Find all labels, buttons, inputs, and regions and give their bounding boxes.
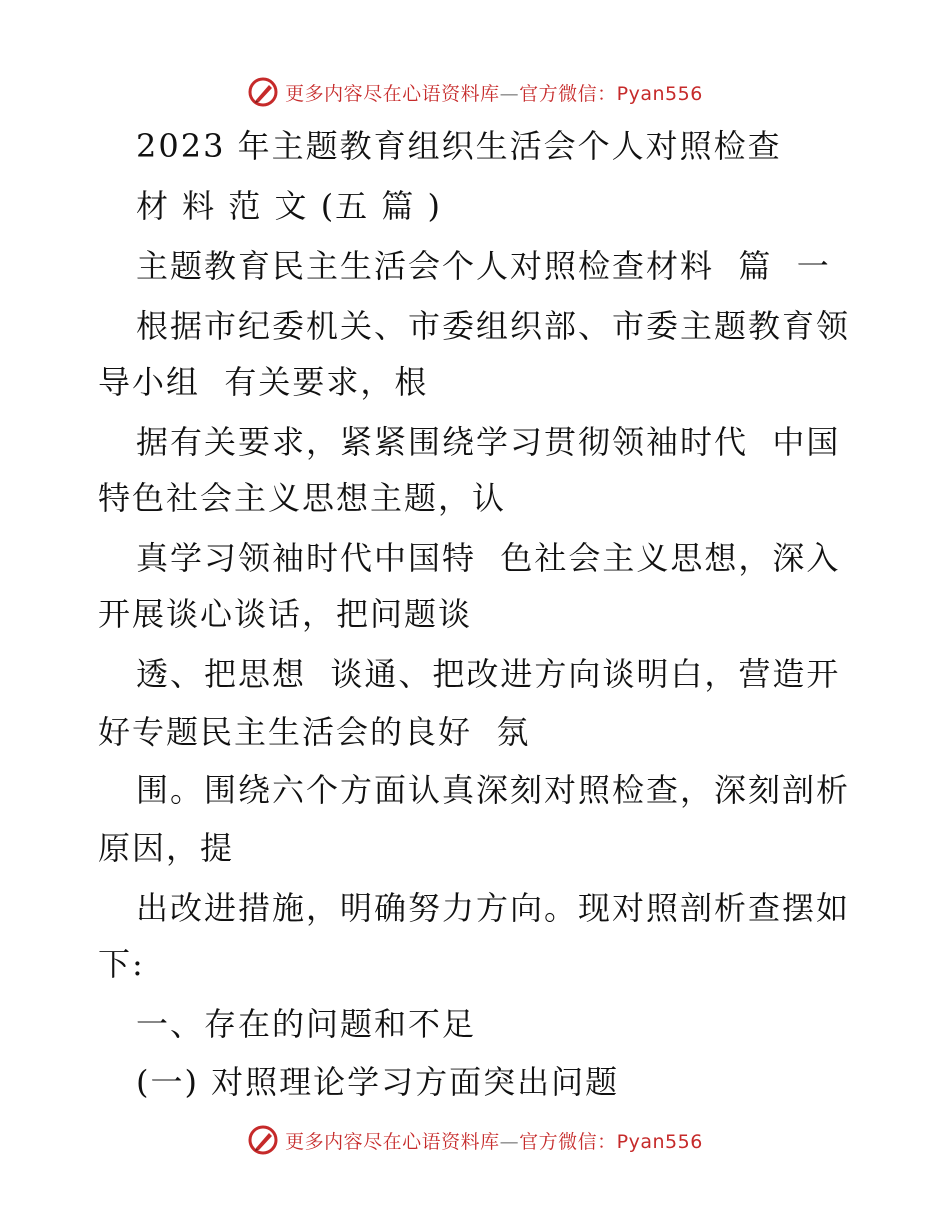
document-title-line-2: 材 料 范 文 (五 篇 ) — [136, 187, 443, 225]
watermark-group-bottom — [247, 1124, 703, 1156]
paragraph-line: 真学习领袖时代中国特 色社会主义思想，深入 — [136, 539, 841, 577]
paragraph-line: 围。围绕六个方面认真深刻对照检查，深刻剖析 — [136, 771, 851, 809]
watermark-contact-text: 官方微信：Pyan556 — [519, 82, 703, 105]
pen-logo-icon — [247, 76, 279, 108]
header-watermark — [0, 72, 950, 112]
paragraph-line: 据有关要求，紧紧围绕学习贯彻领袖时代 中国 — [136, 423, 841, 461]
document-title-line-1: 2023 年主题教育组织生活会个人对照检查 — [136, 127, 782, 165]
paragraph-line: 原因，提 — [98, 829, 235, 867]
paragraph-line: 出改进措施，明确努力方向。现对照剖析查摆如 — [136, 889, 851, 927]
paragraph-line: 根据市纪委机关、市委组织部、市委主题教育领 — [136, 307, 851, 345]
section-heading: 一、存在的问题和不足 — [136, 1005, 477, 1043]
paragraph-line: 导小组 有关要求，根 — [98, 363, 429, 401]
footer-watermark — [0, 1120, 950, 1160]
paragraph-line: 特色社会主义思想主题，认 — [98, 479, 507, 517]
paragraph-line: 下: — [98, 945, 145, 983]
watermark-text-top — [285, 79, 703, 106]
watermark-group-top — [247, 76, 703, 108]
watermark-site-text: 更多内容尽在心语资料库 — [285, 82, 500, 105]
pen-logo-icon — [247, 1124, 279, 1156]
watermark-site-text: 更多内容尽在心语资料库 — [285, 1130, 500, 1153]
paragraph-line: 好专题民主生活会的良好 氛 — [98, 713, 531, 751]
paragraph-line: 透、把思想 谈通、把改进方向谈明白，营造开 — [136, 655, 841, 693]
document-subtitle: 主题教育民主生活会个人对照检查材料 篇 一 — [136, 247, 831, 285]
paragraph-line: 开展谈心谈话，把问题谈 — [98, 595, 473, 633]
watermark-separator: — — [499, 82, 520, 105]
subsection-heading: (一) 对照理论学习方面突出问题 — [136, 1063, 620, 1101]
watermark-contact-text: 官方微信：Pyan556 — [519, 1130, 703, 1153]
watermark-text-bottom — [285, 1127, 703, 1154]
watermark-separator: — — [499, 1130, 520, 1153]
